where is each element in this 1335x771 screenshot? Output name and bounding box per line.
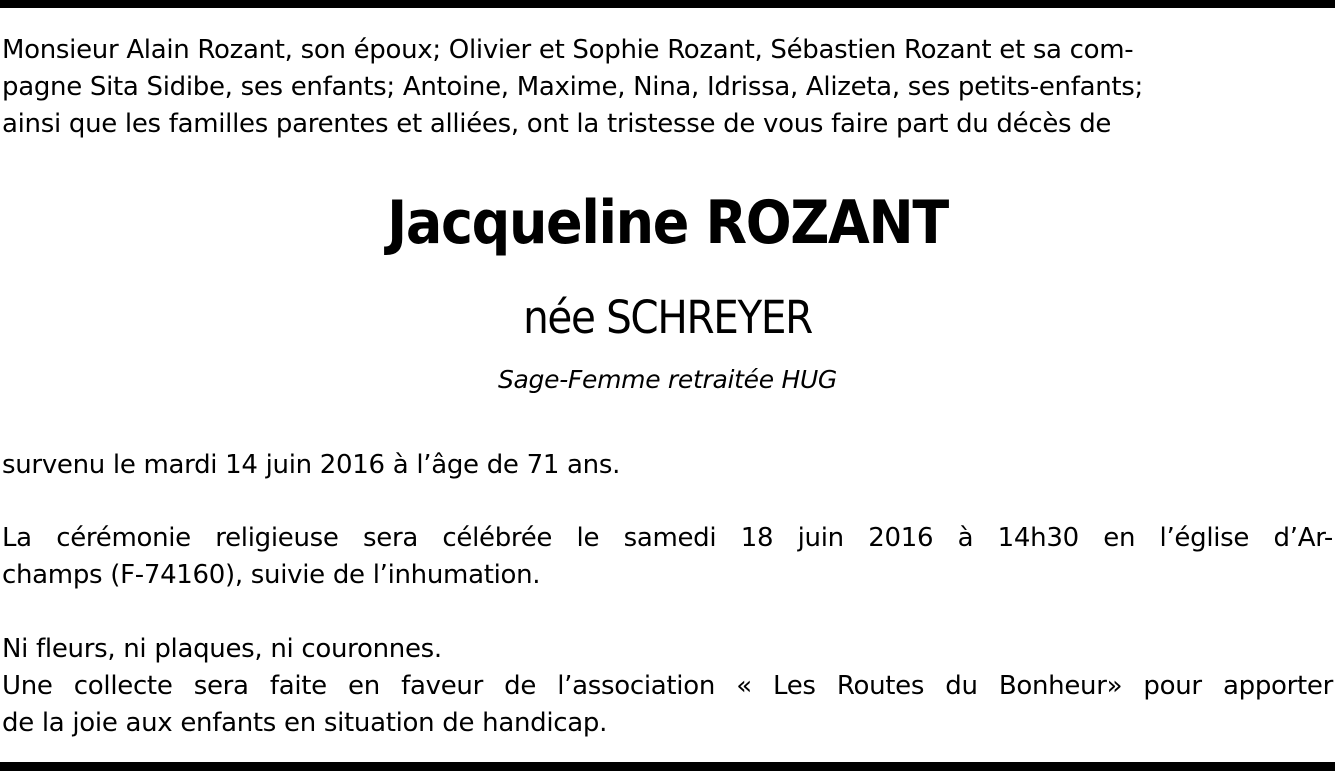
ceremony-line: La cérémonie religieuse sera célébrée le samedi 18 juin 2016 à 14h30 en l’église d’Ar- — [2, 523, 1333, 553]
donation-line: Ni fleurs, ni plaques, ni couronnes. — [2, 634, 442, 664]
profession: Sage-Femme retraitée HUG — [497, 365, 838, 394]
intro-line: ainsi que les familles parentes et alliées, ont la tristesse de vous faire part du décès de — [2, 109, 1112, 139]
ceremony-line: champs (F-74160), suivie de l’inhumation. — [2, 560, 541, 590]
death-notice-text: survenu le mardi 14 juin 2016 à l’âge de 71 ans. — [2, 450, 621, 480]
donation-line: Une collecte sera faite en faveur de l’association « Les Routes du Bonheur» pour apporter — [2, 671, 1333, 701]
ceremony-notice — [2, 520, 1333, 594]
top-border-rule — [0, 0, 1335, 8]
death-notice — [2, 447, 1333, 484]
donation-notice — [2, 631, 1333, 742]
announcement-intro — [2, 32, 1333, 143]
donation-line: de la joie aux enfants en situation de handicap. — [2, 708, 608, 738]
intro-line: Monsieur Alain Rozant, son époux; Olivier et Sophie Rozant, Sébastien Rozant et sa com- — [2, 35, 1134, 65]
maiden-name: née SCHREYER — [523, 291, 812, 344]
deceased-name: Jacqueline ROZANT — [387, 188, 948, 258]
intro-line: pagne Sita Sidibe, ses enfants; Antoine, Maxime, Nina, Idrissa, Alizeta, ses petits-enfants; — [2, 72, 1143, 102]
bottom-border-rule — [0, 762, 1335, 771]
